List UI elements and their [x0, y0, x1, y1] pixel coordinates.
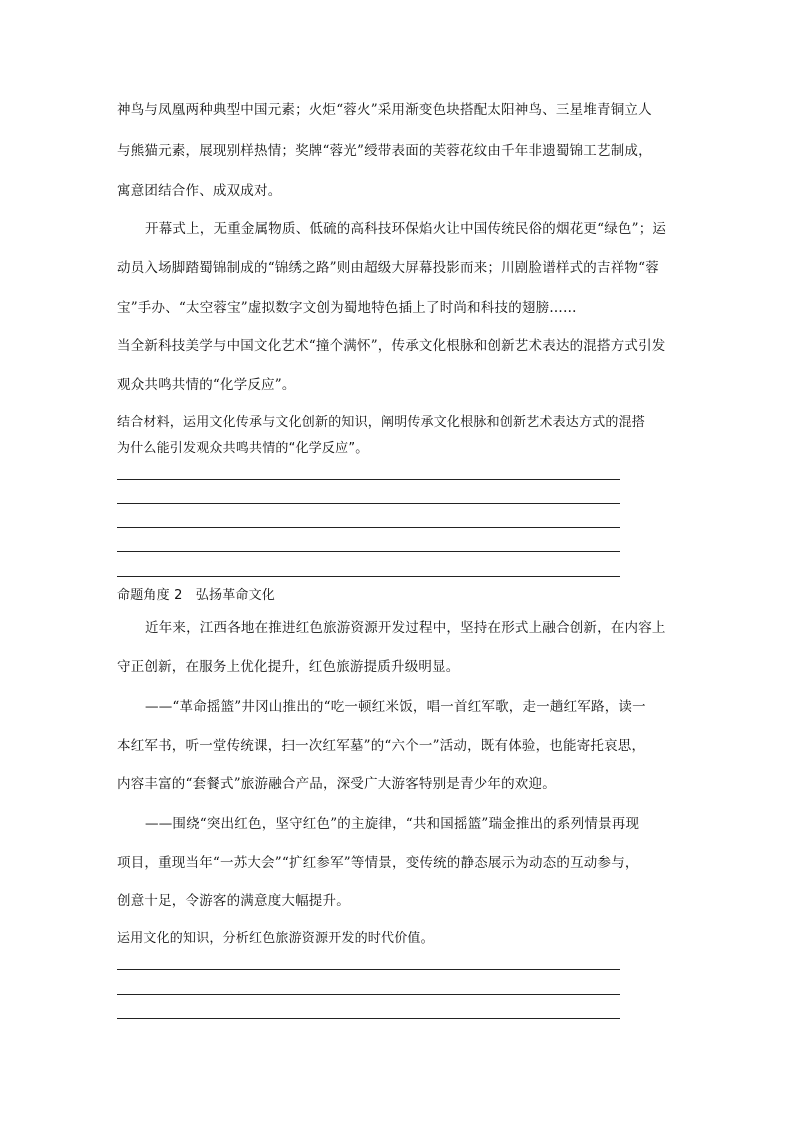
section-heading: 命题角度 2 弘扬革命文化: [117, 588, 276, 603]
passage-2-line: 项目，重现当年“一苏大会”“扩红参军”等情景，变传统的静态展示为动态的互动参与，: [117, 855, 639, 871]
passage-2-line: 近年来，江西各地在推进红色旅游资源开发过程中，坚持在形式上融合创新，在内容上: [145, 620, 666, 636]
question-1-line: 为什么能引发观众共鸣共情的“化学反应”。: [117, 441, 369, 456]
answer-line[interactable]: [117, 1018, 620, 1019]
passage-2-line: ——“革命摇篮”井冈山推出的“吃一顿红米饭，唱一首红军歌，走一趟红军路，读一: [145, 699, 646, 715]
passage-1-line: 动员入场脚踏蜀锦制成的“锦绣之路”则由超级大屏幕投影而来；川剧脸谱样式的吉祥物“蓉: [117, 260, 659, 276]
passage-2-line: 守正创新，在服务上优化提升，红色旅游提质升级明显。: [117, 659, 460, 675]
passage-2-line: 本红军书，听一堂传统课，扫一次红军墓”的“六个一”活动，既有体验，也能寄托哀思，: [117, 738, 646, 754]
passage-1-line: 观众共鸣共情的“化学反应”。: [117, 377, 296, 393]
passage-2-line: 创意十足，令游客的满意度大幅提升。: [117, 893, 350, 909]
answer-line[interactable]: [117, 479, 620, 480]
answer-line[interactable]: [117, 994, 620, 995]
answer-line[interactable]: [117, 503, 620, 504]
answer-line[interactable]: [117, 527, 620, 528]
passage-1-line: 与熊猫元素，展现别样热情；奖牌“蓉光”绶带表面的芙蓉花纹由千年非遗蜀锦工艺制成，: [117, 143, 652, 159]
passage-2-line: 内容丰富的“套餐式”旅游融合产品，深受广大游客特别是青少年的欢迎。: [117, 776, 556, 792]
passage-1-line: 宝”手办、“太空蓉宝”虚拟数字文创为蜀地特色插上了时尚和科技的翅膀……: [117, 300, 577, 316]
answer-line[interactable]: [117, 551, 620, 552]
passage-1-line: 神鸟与凤凰两种典型中国元素；火炬“蓉火”采用渐变色块搭配太阳神鸟、三星堆青铜立人: [117, 102, 652, 118]
answer-line[interactable]: [117, 969, 620, 970]
answer-line[interactable]: [117, 576, 620, 577]
passage-1-line: 寓意团结合作、成双成对。: [117, 183, 282, 199]
passage-1-line: 当全新科技美学与中国文化艺术“撞个满怀”，传承文化根脉和创新艺术表达的混搭方式引发: [117, 338, 666, 354]
question-1-line: 结合材料，运用文化传承与文化创新的知识，阐明传承文化根脉和创新艺术表达方式的混搭: [117, 415, 646, 430]
passage-1-line: 开幕式上，无重金属物质、低硫的高科技环保焰火让中国传统民俗的烟花更“绿色”；运: [145, 221, 667, 237]
question-2-line: 运用文化的知识，分析红色旅游资源开发的时代价值。: [117, 931, 434, 946]
passage-2-line: ——围绕“突出红色，坚守红色”的主旋律，“共和国摇篮”瑞金推出的系列情景再现: [145, 816, 640, 832]
